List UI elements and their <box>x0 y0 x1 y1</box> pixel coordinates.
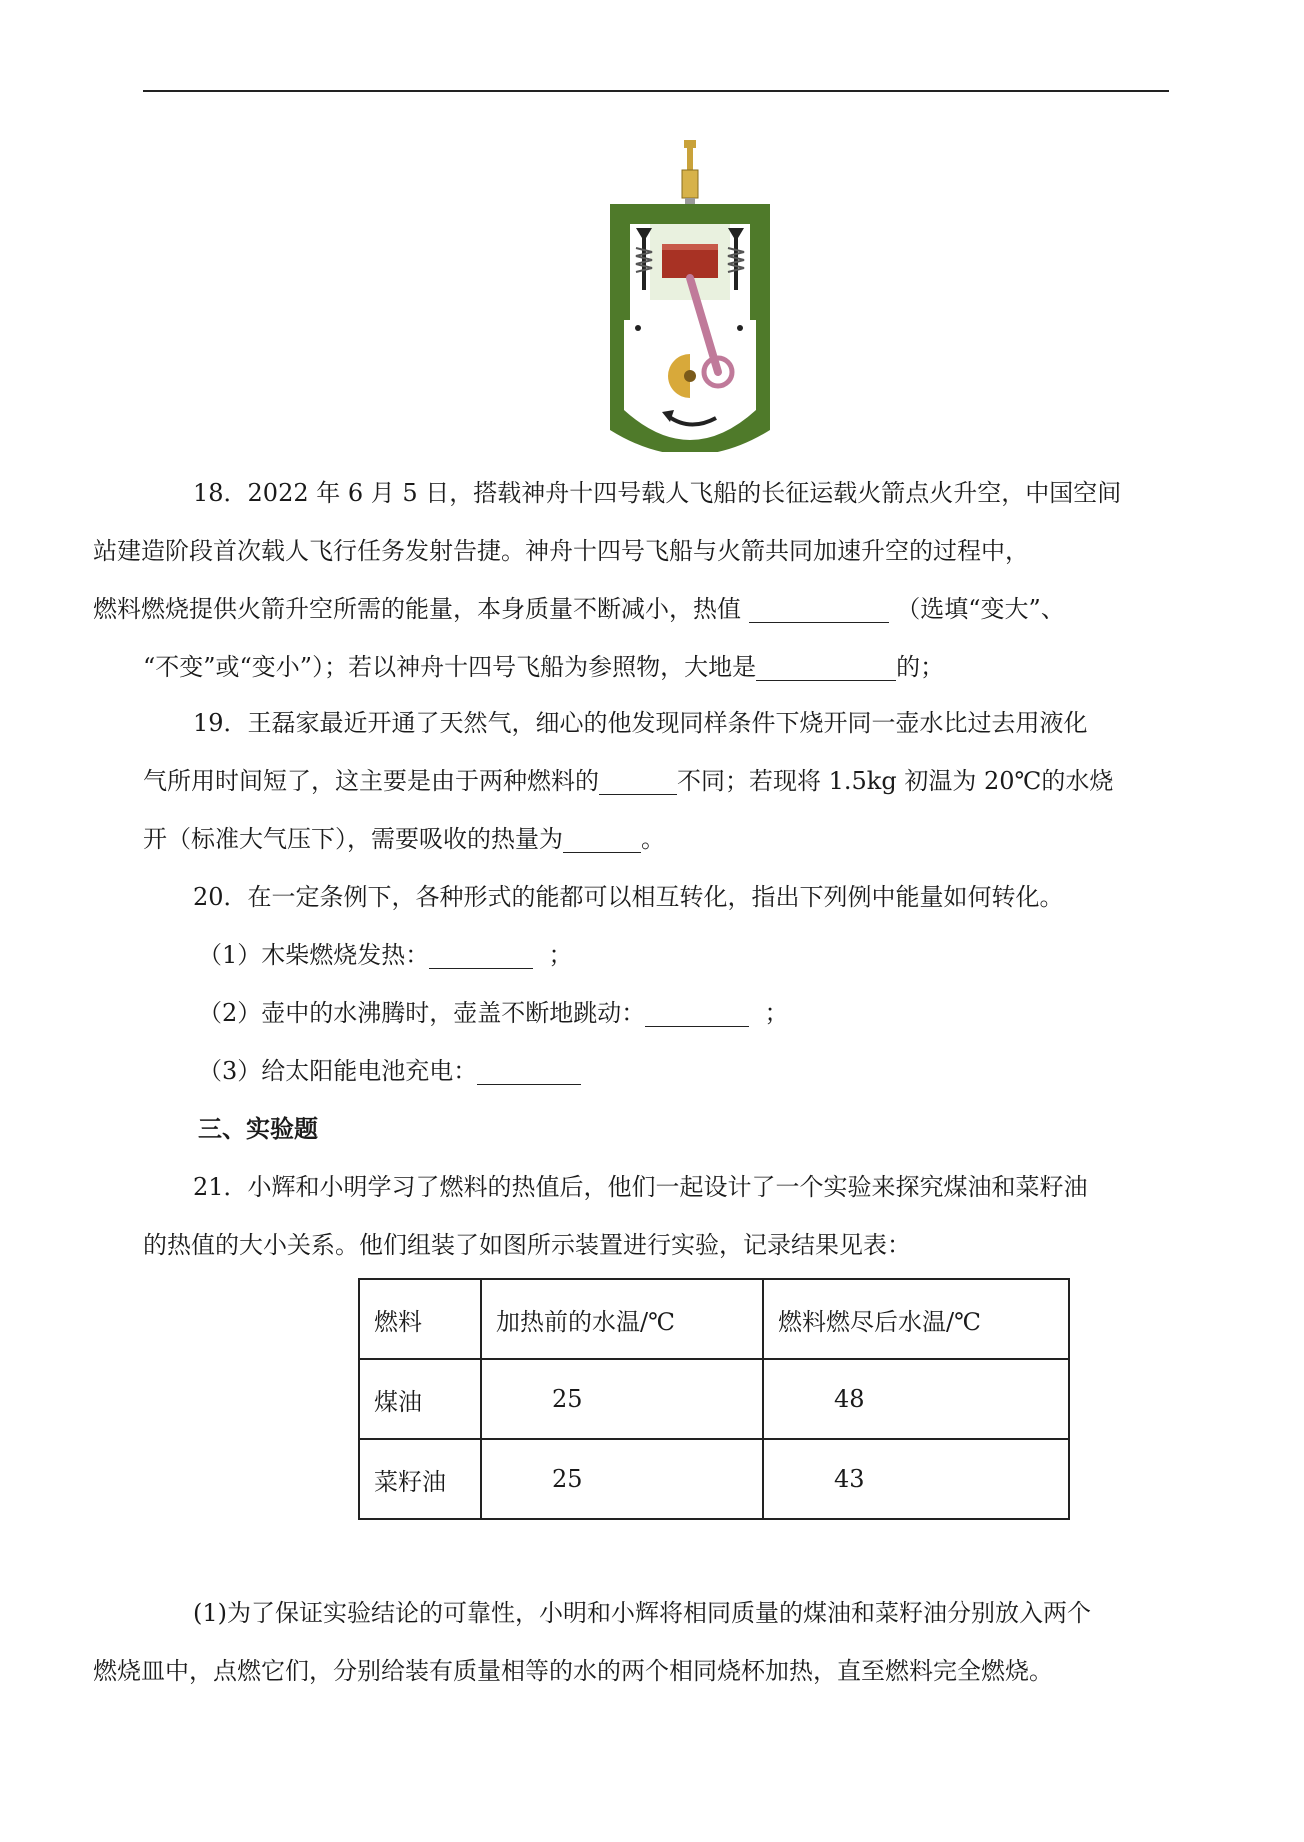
q19-line1: 19．王磊家最近开通了天然气，细心的他发现同样条件下烧开同一壶水比过去用液化 <box>193 709 1088 737</box>
q20-blank-3[interactable] <box>477 1054 581 1085</box>
q18-line4a: “不变”或“变小”）；若以神舟十四号飞船为参照物，大地是 <box>143 653 757 681</box>
table-cell: 25 <box>481 1439 763 1519</box>
q19-blank-heat[interactable] <box>563 822 641 853</box>
table-cell: 煤油 <box>359 1359 481 1439</box>
q20-line1: 20．在一定条例下，各种形式的能都可以相互转化，指出下列例中能量如何转化。 <box>193 883 1064 911</box>
q20-blank-1[interactable] <box>429 938 533 969</box>
engine-cylinder-diagram <box>590 140 790 452</box>
q21-part1 <box>93 1584 1173 1700</box>
table-cell: 48 <box>763 1359 1069 1439</box>
section-title: 三、实验题 <box>198 1114 318 1143</box>
q18-line4b: 的； <box>896 653 945 681</box>
q20-item3: （3）给太阳能电池充电： <box>198 1042 581 1100</box>
q21-part1-line1: (1)为了保证实验结论的可靠性，小明和小辉将相同质量的煤油和菜籽油分别放入两个 <box>193 1599 1091 1627</box>
q18-blank-heat-value[interactable] <box>749 592 889 623</box>
table-header-cell: 燃料燃尽后水温/℃ <box>763 1279 1069 1359</box>
table-cell: 菜籽油 <box>359 1439 481 1519</box>
header-rule <box>143 90 1169 92</box>
q18-paragraph <box>93 464 1173 696</box>
q20-blank-2[interactable] <box>645 996 749 1027</box>
table-cell: 25 <box>481 1359 763 1439</box>
q19-line3b: 。 <box>641 825 665 853</box>
q19-line2b: 不同；若现将 1.5kg 初温为 20℃的水烧 <box>677 767 1114 795</box>
table-header-row <box>359 1279 1069 1359</box>
results-table <box>358 1278 1070 1520</box>
q19-paragraph <box>143 694 1173 868</box>
table-row <box>359 1359 1069 1439</box>
q18-line1: 18．2022 年 6 月 5 日，搭载神舟十四号载人飞船的长征运载火箭点火升空，中国空间 <box>193 479 1122 507</box>
table-header-cell: 燃料 <box>359 1279 481 1359</box>
q20-item1: （1）木柴燃烧发热： ； <box>198 926 573 984</box>
table-header-cell: 加热前的水温/℃ <box>481 1279 763 1359</box>
q18-blank-reference[interactable] <box>756 650 896 681</box>
q19-line3a: 开（标准大气压下），需要吸收的热量为 <box>143 825 563 853</box>
q21-paragraph <box>143 1158 1173 1274</box>
q18-line3b: （选填“变大”、 <box>896 595 1065 623</box>
q20-item2: （2）壶中的水沸腾时，壶盖不断地跳动： ； <box>198 984 789 1042</box>
q18-line2: 站建造阶段首次载人飞行任务发射告捷。神舟十四号飞船与火箭共同加速升空的过程中， <box>93 537 1029 565</box>
q21-part1-line2: 燃烧皿中，点燃它们，分别给装有质量相等的水的两个相同烧杯加热，直至燃料完全燃烧。 <box>93 1657 1053 1685</box>
q21-line2: 的热值的大小关系。他们组装了如图所示装置进行实验，记录结果见表： <box>143 1231 911 1259</box>
q19-blank-property[interactable] <box>599 764 677 795</box>
table-row <box>359 1439 1069 1519</box>
q18-line3a: 燃料燃烧提供火箭升空所需的能量，本身质量不断减小，热值 <box>93 595 741 623</box>
q21-line1: 21．小辉和小明学习了燃料的热值后，他们一起设计了一个实验来探究煤油和菜籽油 <box>193 1173 1088 1201</box>
table-cell: 43 <box>763 1439 1069 1519</box>
q19-line2a: 气所用时间短了，这主要是由于两种燃料的 <box>143 767 599 795</box>
